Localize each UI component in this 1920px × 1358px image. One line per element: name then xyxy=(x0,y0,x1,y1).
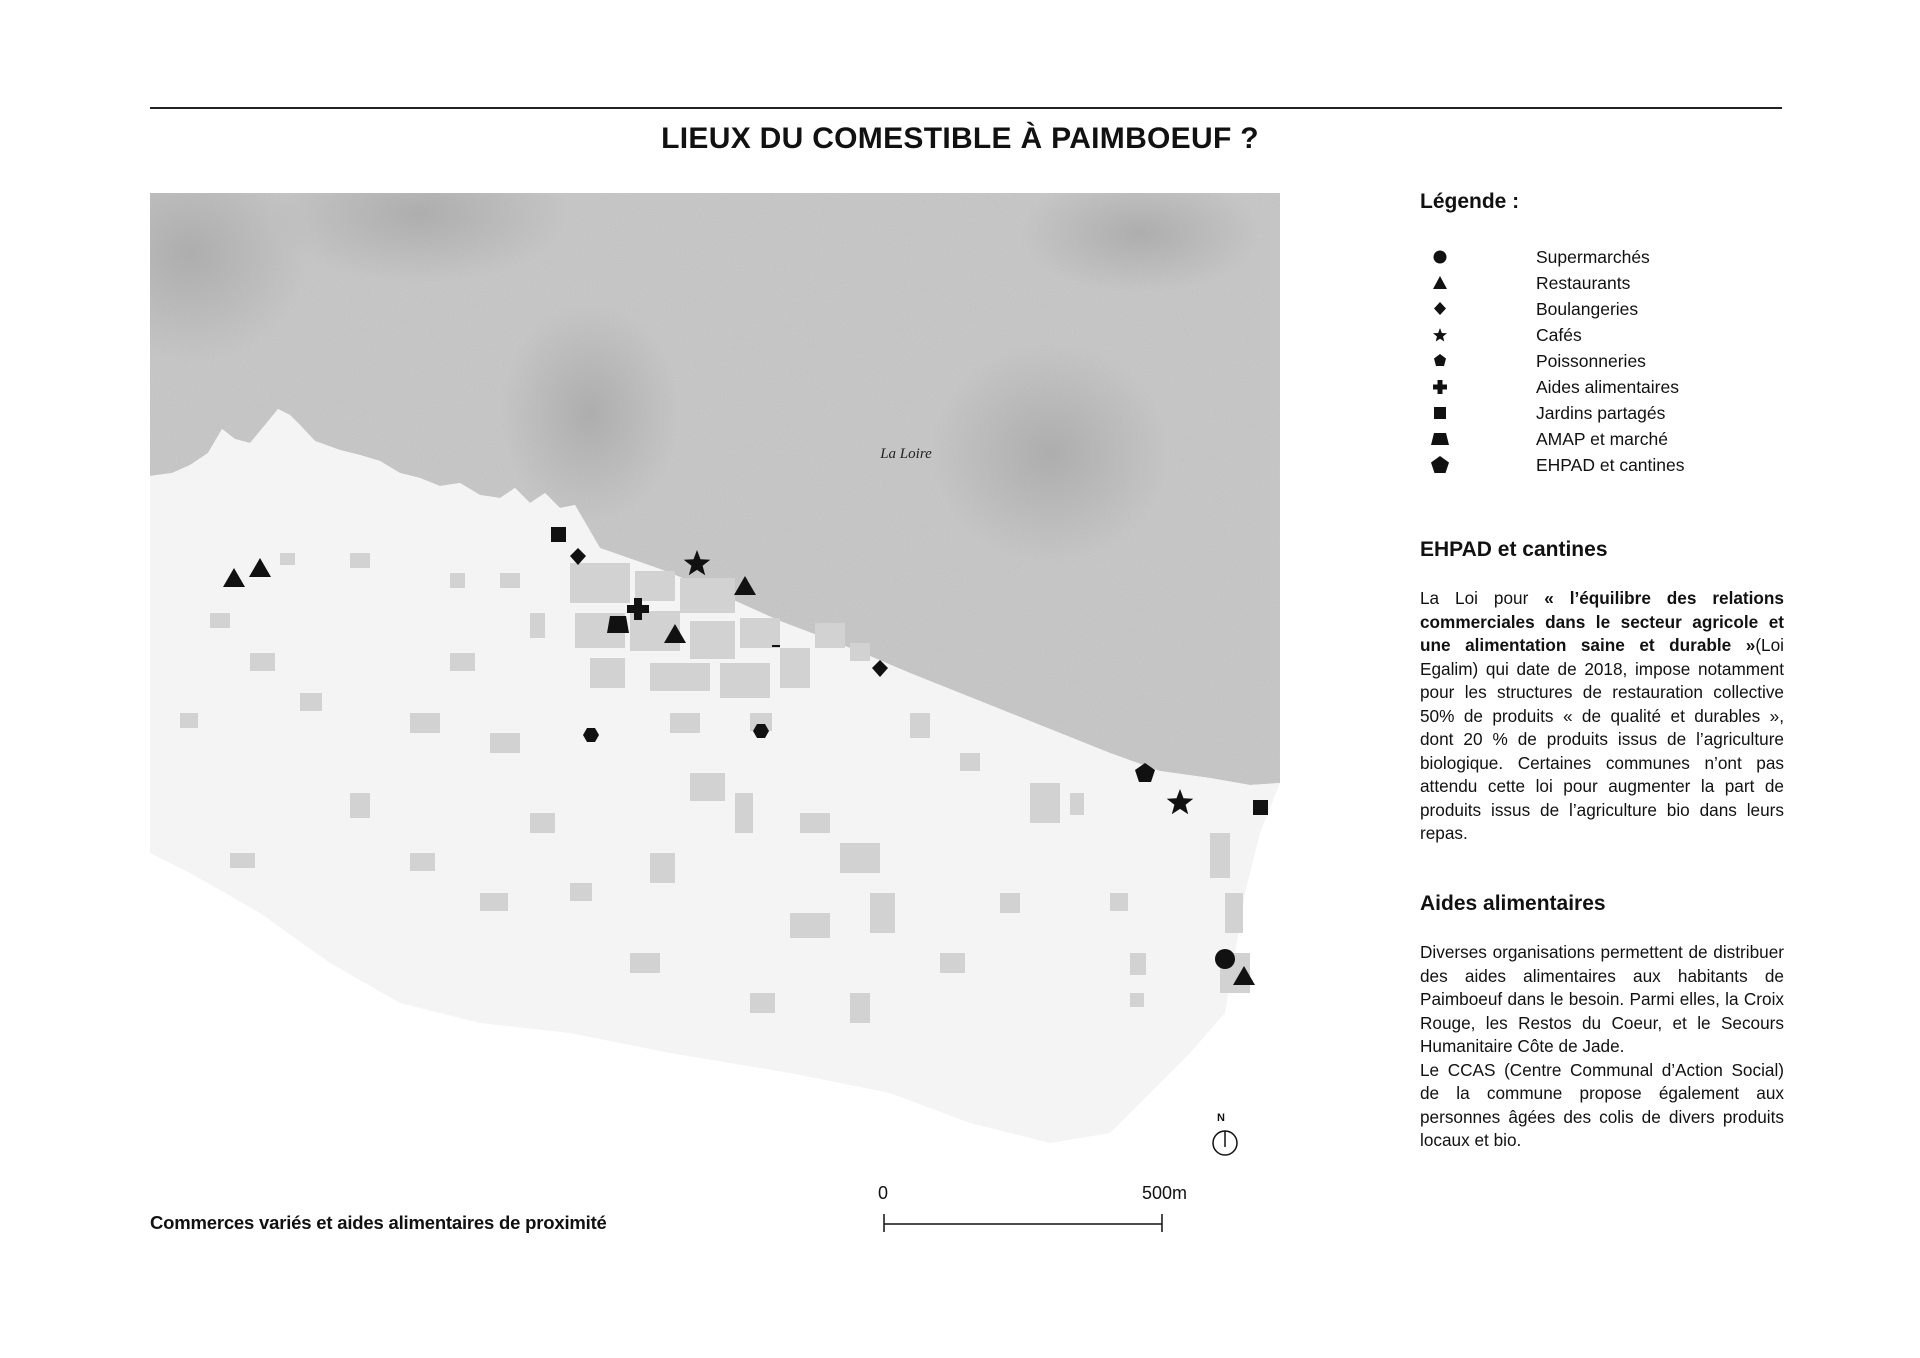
diamond-icon xyxy=(1420,296,1460,322)
map-mark-dash xyxy=(772,645,780,647)
legend-item-poissonneries xyxy=(1420,348,1800,374)
legend-item-supermarches xyxy=(1420,244,1800,270)
map-marker-supermarche-circle xyxy=(1215,949,1235,969)
legend-label: Poissonneries xyxy=(1536,351,1646,371)
ehpad-law-title: « l’équilibre des relations commerciales dans le secteur agricole et une alimentation saine et durable » xyxy=(1420,588,1784,655)
cross-icon xyxy=(1420,374,1460,400)
map-marker-amap-trapezoid xyxy=(607,616,629,633)
legend-label: Boulangeries xyxy=(1536,299,1639,319)
legend-label: AMAP et marché xyxy=(1536,429,1668,449)
scale-bar xyxy=(880,1208,1170,1238)
map-marker-jardin-square xyxy=(551,527,566,542)
pentagon-icon xyxy=(1420,348,1460,374)
ehpad-paragraph xyxy=(1420,587,1784,846)
legend-label: Jardins partagés xyxy=(1536,403,1666,423)
legend-item-ehpad xyxy=(1420,452,1800,478)
section-title-ehpad: EHPAD et cantines xyxy=(1420,538,1608,561)
legend-item-aides-alimentaires xyxy=(1420,374,1800,400)
legend-label: Supermarchés xyxy=(1536,247,1650,267)
map-caption: Commerces variés et aides alimentaires de proximité xyxy=(150,1212,607,1233)
trapezoid-icon xyxy=(1420,426,1460,452)
circle-icon xyxy=(1420,244,1460,270)
aides-text-1: Diverses organisations permettent de distribuer des aides alimentaires aux habitants de Paimboeuf dans le besoin. Parmi elles, la Croix Rouge, les Restos du Coeur, et le Secours Humanitaire Côte de Jade. xyxy=(1420,942,1784,1056)
pentagon-large-icon xyxy=(1420,452,1460,478)
map-marker-jardin-square xyxy=(1253,800,1268,815)
scale-end-label: 500m xyxy=(1142,1183,1188,1203)
legend-label: Aides alimentaires xyxy=(1536,377,1679,397)
river-shade xyxy=(930,343,1170,563)
legend-label: Restaurants xyxy=(1536,273,1631,293)
aides-paragraph xyxy=(1420,941,1784,1153)
section-title-aides: Aides alimentaires xyxy=(1420,892,1606,915)
map xyxy=(150,193,1280,1193)
north-label: N xyxy=(1217,1112,1225,1124)
legend-label: Cafés xyxy=(1536,325,1582,345)
star-icon xyxy=(1420,322,1460,348)
legend-item-amap xyxy=(1420,426,1800,452)
river-shade xyxy=(500,303,680,523)
legend-item-jardins-partages xyxy=(1420,400,1800,426)
legend-item-cafes xyxy=(1420,322,1800,348)
scale-start-label: 0 xyxy=(878,1183,889,1203)
triangle-icon xyxy=(1420,270,1460,296)
square-icon xyxy=(1420,400,1460,426)
legend-item-boulangeries xyxy=(1420,296,1800,322)
page-title: LIEUX DU COMESTIBLE À PAIMBOEUF ? xyxy=(661,122,1259,155)
legend-item-restaurants xyxy=(1420,270,1800,296)
legend-label: EHPAD et cantines xyxy=(1536,455,1685,475)
aides-text-2: Le CCAS (Centre Communal d’Action Social) de la commune propose également aux personnes âgées des colis de divers produits locaux et bio. xyxy=(1420,1059,1784,1150)
river-label: La Loire xyxy=(880,446,932,462)
legend xyxy=(1420,244,1800,478)
top-rule xyxy=(150,107,1782,109)
ehpad-intro: La Loi pour xyxy=(1420,588,1529,608)
ehpad-text: (Loi Egalim) qui date de 2018, impose notamment pour les structures de restauration collective 50% de produits « de qualité et durables », dont 20 % de produits issus de l’agriculture biologique. Certaines communes n’ont pas attendu cette loi pour augmenter la part de produits issus de l’agriculture bio dans leurs repas. xyxy=(1420,635,1784,843)
legend-title: Légende : xyxy=(1420,190,1520,213)
